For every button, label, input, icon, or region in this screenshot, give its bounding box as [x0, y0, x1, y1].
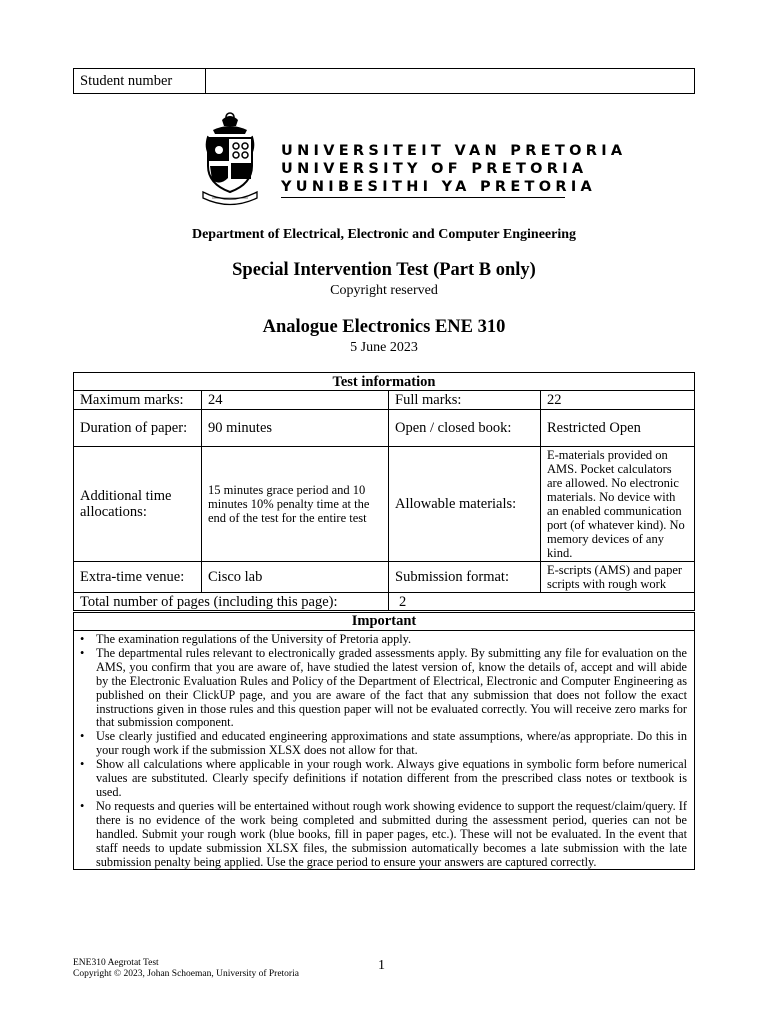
- university-name-afrikaans: UNIVERSITEIT VAN PRETORIA: [281, 143, 627, 159]
- additional-time-label: Additional time allocations:: [74, 447, 202, 562]
- test-title: Special Intervention Test (Part B only): [232, 260, 536, 280]
- footer-test-name: ENE310 Aegrotat Test: [73, 958, 159, 968]
- department-name: Department of Electrical, Electronic and Computer Engineering: [191, 227, 577, 242]
- university-logo: [200, 108, 627, 208]
- max-marks-label: Maximum marks:: [74, 391, 202, 410]
- allowable-materials-label: Allowable materials:: [389, 447, 541, 562]
- max-marks-value: 24: [202, 391, 389, 410]
- duration-value: 90 minutes: [202, 410, 389, 447]
- total-pages-label: Total number of pages (including this page):: [74, 593, 389, 611]
- book-type-label: Open / closed book:: [389, 410, 541, 447]
- important-heading: Important: [74, 613, 694, 631]
- important-list: [74, 631, 694, 869]
- submission-format-label: Submission format:: [389, 562, 541, 593]
- student-number-field[interactable]: [206, 69, 695, 94]
- allowable-materials-value: E-materials provided on AMS. Pocket calculators are allowed. No electronic materials. No device with an enabled communication port (of whatever kind). No memory devices of any kind.: [541, 447, 695, 562]
- university-name-sepedi: YUNIBESITHI YA PRETORIA: [281, 179, 597, 195]
- university-crest-icon: [200, 108, 274, 208]
- important-item: • The examination regulations of the University of Pretoria apply.: [96, 633, 687, 647]
- university-name-english: UNIVERSITY OF PRETORIA: [281, 161, 588, 177]
- extra-time-venue-label: Extra-time venue:: [74, 562, 202, 593]
- additional-time-value: 15 minutes grace period and 10 minutes 10% penalty time at the end of the test for the entire test: [202, 447, 389, 562]
- important-item: • Show all calculations where applicable in your rough work. Always give equations in symbolic form before numerical values are substituted. Clearly specify definitions if notation different from the prescribed class notes or textbook is used.: [96, 758, 687, 800]
- important-item: • No requests and queries will be entertained without rough work showing evidence to support the request/claim/query. If there is no evidence of the work being completed and submitted during the assessment period, queries can not be handled. Submit your rough work (blue books, fill in paper pages, etc.). These will not be evaluated. In the event that staff needs to update submission XLSX files, the submission automatically becomes a late submission with the late submission penalty being applied. Use the grace period to ensure your answers are captured correctly.: [96, 800, 687, 870]
- copyright-note: Copyright reserved: [330, 283, 438, 298]
- important-item: • Use clearly justified and educated engineering approximations and state assumptions, where/as appropriate. Do this in your rough work if the submission XLSX does not allow for that.: [96, 730, 687, 758]
- footer: [73, 958, 299, 980]
- full-marks-value: 22: [541, 391, 695, 410]
- submission-format-value: E-scripts (AMS) and paper scripts with rough work: [541, 562, 695, 593]
- student-number-label: Student number: [74, 69, 206, 94]
- course-title: Analogue Electronics ENE 310: [262, 317, 506, 337]
- extra-time-venue-value: Cisco lab: [202, 562, 389, 593]
- full-marks-label: Full marks:: [389, 391, 541, 410]
- book-type-value: Restricted Open: [541, 410, 695, 447]
- page-number: 1: [378, 958, 385, 973]
- test-information-table: [73, 372, 695, 611]
- important-section: [73, 612, 695, 870]
- student-number-table: [73, 68, 695, 94]
- footer-copyright: Copyright © 2023, Johan Schoeman, University of Pretoria: [73, 969, 299, 979]
- logo-underline: [281, 197, 565, 198]
- important-item: • The departmental rules relevant to electronically graded assessments apply. By submitting any file for evaluation on the AMS, you confirm that you are aware of, have studied the latest version of, know the details of, accept and will abide by the Electronic Evaluation Rules and Policy of the Department of Electrical, Electronic and Computer Engineering as published on their ClickUP page, and you are aware of the fact that any submission that does not follow the exact instructions given in those rules and this question paper will not be evaluated correctly. You will receive zero marks for that submission component.: [96, 647, 687, 730]
- test-information-heading: Test information: [74, 373, 695, 391]
- test-date: 5 June 2023: [350, 340, 418, 355]
- duration-label: Duration of paper:: [74, 410, 202, 447]
- total-pages-value: 2: [389, 593, 695, 611]
